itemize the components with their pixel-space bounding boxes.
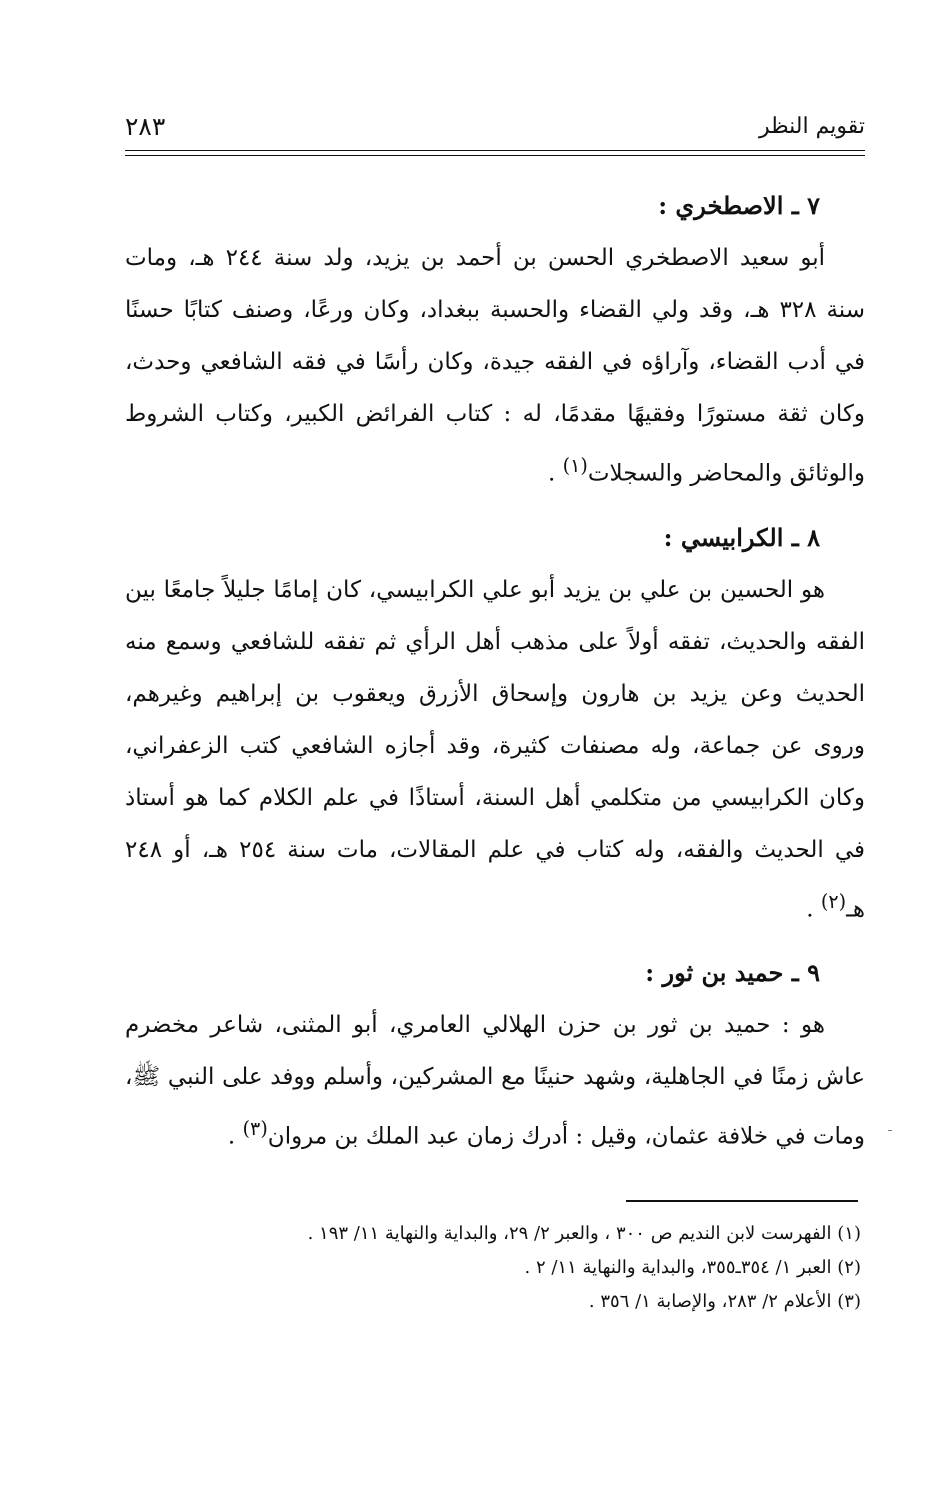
page-number: ٢٨٣ <box>125 112 166 141</box>
footnote-separator <box>626 1200 858 1202</box>
section-heading-karabisi: ٨ ـ الكرابيسي : <box>663 522 820 552</box>
page-header <box>125 112 865 152</box>
paragraph-end: . <box>806 896 821 923</box>
footnote-1: (١) الفهرست لابن النديم ص ٣٠٠ ، والعبر ٢/ ٢٩، والبداية والنهاية ١١/ ١٩٣ . <box>307 1223 861 1244</box>
paragraph-end: . <box>227 1123 243 1150</box>
footnote-2: (٢) العبر ١/ ٣٥٤ـ٣٥٥، والبداية والنهاية ١١/ ٢ . <box>524 1257 861 1278</box>
section-heading-istakhri: ٧ ـ الاصطخري : <box>658 191 820 220</box>
paragraph-text: هو : حميد بن ثور بن حزن الهلالي العامري، أبو المثنى، شاعر مخضرم عاش زمنًا في الجاهلية، وشهد حنينًا مع المشركين، وأسلم ووفد على النبي ﷺ، ومات في خلافة عثمان، وقيل : أدرك زمان عبد الملك بن مروان <box>125 1012 865 1150</box>
stray-mark <box>888 1130 892 1131</box>
paragraph-text: هو الحسين بن علي بن يزيد أبو علي الكرابيسي، كان إمامًا جليلاً جامعًا بين الفقه والحديث، تفقه أولاً على مذهب أهل الرأي ثم تفقه للشافعي وسمع منه الحديث وعن يزيد بن هارون وإسحاق الأزرق ويعقوب بن إبراهيم وغيرهم، وروى عن جماعة، وله مصنفات كثيرة، وقد أجازه الشافعي كتب الزعفراني، وكان الكرابيسي من متكلمي أهل السنة، أستاذًا في علم الكلام كما هو أستاذ في الحديث والفقه، وله كتاب في علم المقالات، مات سنة ٢٥٤ هـ، أو ٢٤٨ هـ <box>125 576 865 923</box>
section-paragraph-istakhri <box>125 232 865 500</box>
footnote-reference: (٢) <box>820 889 847 913</box>
running-title: تقويم النظر <box>758 114 865 139</box>
footnote-3: (٣) الأعلام ٢/ ٢٨٣، والإصابة ١/ ٣٥٦ . <box>588 1291 861 1312</box>
footnote-reference: (١) <box>562 454 588 477</box>
section-paragraph-karabisi <box>125 564 865 936</box>
main-text <box>125 180 865 1163</box>
footnote-reference: (٣) <box>242 1117 268 1141</box>
paragraph-text: أبو سعيد الاصطخري الحسن بن أحمد بن يزيد، ولد سنة ٢٤٤ هـ، ومات سنة ٣٢٨ هـ، وقد ولي القضاء والحسبة ببغداد، وكان ورعًا، وصنف كتابًا حسنًا في أدب القضاء، وآراؤه في الفقه جيدة، وكان رأسًا في فقه الشافعي وحدث، وكان ثقة مستورًا وفقيهًا مقدمًا، له : كتاب الفرائض الكبير، وكتاب الشروط والوثائق والمحاضر والسجلات <box>125 245 865 487</box>
header-rule <box>125 150 865 151</box>
paragraph-end: . <box>547 460 563 487</box>
header-rule-second <box>125 155 865 156</box>
footnotes <box>125 1217 865 1319</box>
section-heading-humayd: ٩ ـ حميد بن ثور : <box>645 958 820 988</box>
section-paragraph-humayd <box>125 999 865 1163</box>
